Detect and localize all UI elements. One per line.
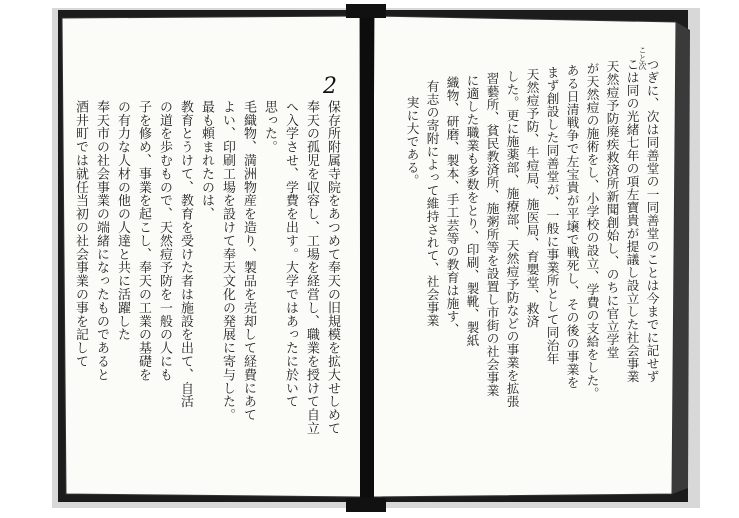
left-page-column: 毛織物、満洲物産を造り、製品を売却して経費にあて — [240, 100, 256, 422]
right-page-column: 天然痘予防廃疾救済所新聞創始し、のちに官立学堂 — [604, 60, 620, 359]
left-page-column: の道を歩むもので、天然痘予防を一般の人にも — [156, 100, 172, 382]
right-page-column: が天然痘の施術をし、小学校の設立、学費の支給をした。 — [584, 62, 600, 400]
left-page-column: へ入学させ、学費を出す。大学ではあったに於いて — [282, 100, 298, 409]
right-page-column: まず創設した同善堂が、一般に事業所として同治年 — [544, 66, 560, 365]
right-page-column: 習藝所、貧民教済所、施粥所等を設置し市街の社会事業 — [484, 72, 500, 397]
left-page-column: 教育とうけて、教育を受けた者は施設を出て、自活 — [177, 100, 193, 409]
right-page-column: こは同の光緒七年の項左寶貴が提議し設立した社会事業 — [624, 58, 640, 383]
page-number: 2 — [323, 74, 337, 99]
margin-annotation: こと次 — [638, 46, 647, 70]
left-page-column: の有力な人材の他の人達と共に活躍した — [114, 100, 130, 342]
right-page-column: 実に大である。 — [404, 96, 420, 187]
right-page-column: ある日清戦争で左宝貴が平壌で戦死し、その後の事業を — [564, 64, 580, 389]
left-page-column: 保存所附属寺院をあつめて奉天の旧規模を拡大せしめて — [324, 100, 340, 435]
left-page-column: 奉天市の社会事業の端緒になったものであると — [93, 100, 109, 382]
left-page-column: 思った。 — [261, 100, 277, 154]
gutter-tab-top — [346, 4, 386, 18]
right-page-column: 天然痘予防、牛痘局、施医局、育嬰堂、救済 — [524, 68, 540, 328]
right-page-column: に適した職業も多数をとり、印刷、製靴、製紙 — [464, 74, 480, 347]
right-page-column: つぎに、次は同善堂の一同善堂のことは今までに記せず — [644, 58, 660, 383]
gutter-tab-bottom — [346, 498, 386, 512]
right-page-column: 織物、研磨、製本、手工芸等の教育は施す、 — [444, 76, 460, 336]
left-page-column: 子を修め、事業を起こし、奉天の工業の基礎を — [135, 100, 151, 382]
left-page-column: 最も頼まれたのは、 — [198, 100, 214, 221]
left-page-column: よい、印刷工場を設けて奉天文化の発展に寄与した。 — [219, 100, 235, 422]
right-page-column: 有志の寄附によって維持されて、社会事業 — [424, 80, 440, 327]
left-page-column: 酒井町では就任当初の社会事業の事を記して — [72, 100, 88, 368]
book-gutter — [360, 12, 374, 504]
right-page-column: した。更に施薬部、施療部、天然痘予防などの事業を拡張 — [504, 70, 520, 408]
left-page-column: 奉天の孤児を収容し、工場を経営し、職業を授けて自立 — [303, 100, 319, 435]
